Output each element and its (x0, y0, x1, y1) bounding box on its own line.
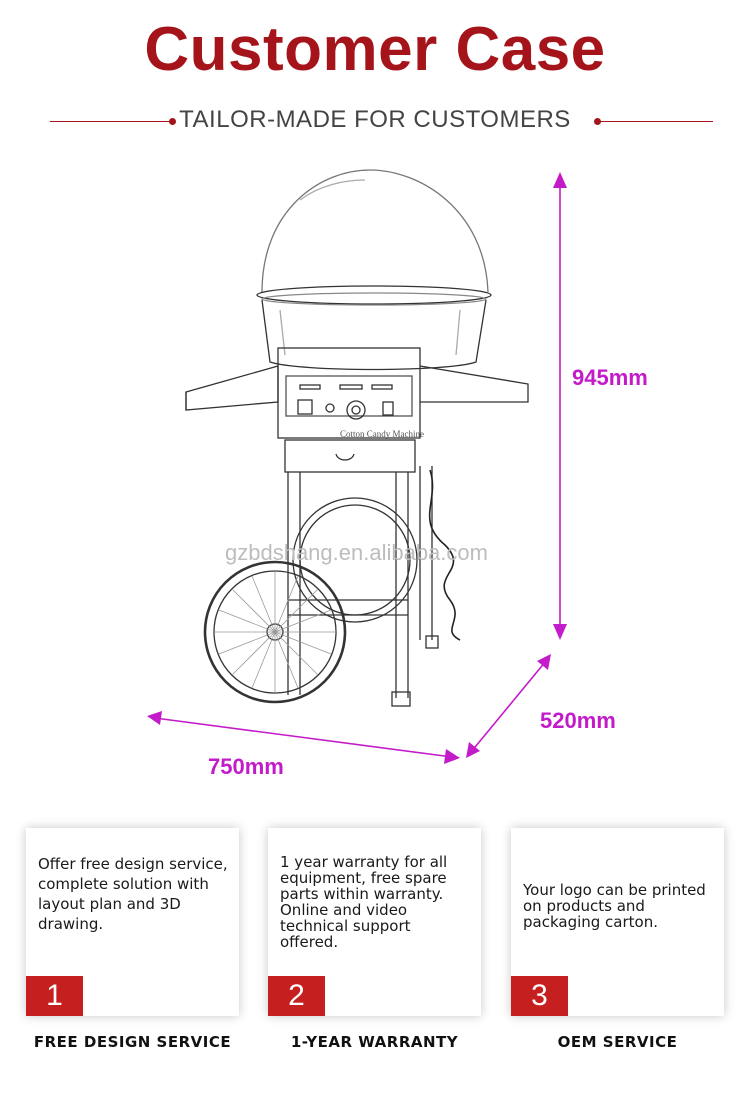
service-card-text: Offer free design service, complete solution with layout plan and 3D drawing. (38, 855, 228, 933)
service-card-2 (268, 828, 481, 1016)
page-subtitle: TAILOR-MADE FOR CUSTOMERS (179, 106, 571, 133)
page-title: Customer Case (144, 15, 606, 84)
width-dimension-label: 750mm (208, 754, 284, 779)
service-card-3 (511, 828, 724, 1016)
service-number-badge: 3 (511, 976, 568, 1016)
service-label: OEM SERVICE (557, 1033, 678, 1051)
service-card-text: Your logo can be printed on products and packaging carton. (523, 881, 706, 931)
height-dimension-label: 945mm (572, 365, 648, 390)
watermark: gzbdshang.en.alibaba.com (225, 540, 488, 565)
service-number-badge: 1 (26, 976, 83, 1016)
service-label: FREE DESIGN SERVICE (33, 1033, 232, 1051)
service-label: 1-YEAR WARRANTY (290, 1033, 459, 1051)
service-card-text: 1 year warranty for all equipment, free spare parts within warranty. Online and video technical support offered. (280, 853, 448, 951)
service-number-badge: 2 (268, 976, 325, 1016)
machine-label: Cotton Candy Machine (340, 429, 424, 439)
service-card-1 (26, 828, 239, 1016)
depth-dimension-label: 520mm (540, 708, 616, 733)
